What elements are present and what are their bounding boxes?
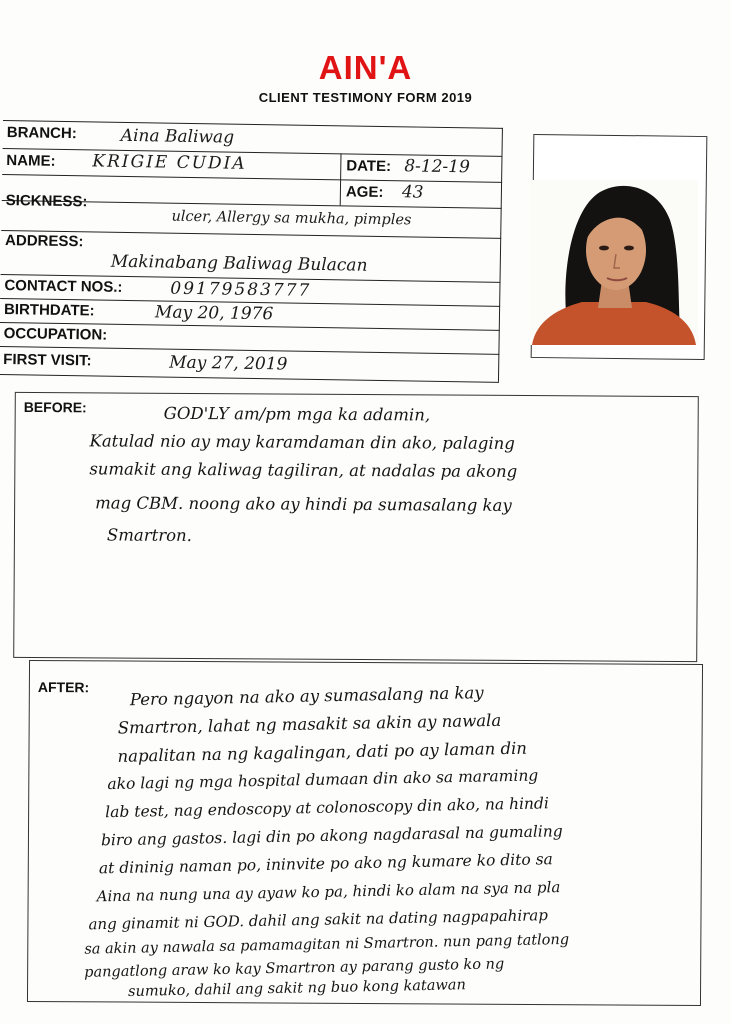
after-line: pangatlong araw ko kay Smartron ay parang gusto ko ng [84,956,505,981]
first-visit-value: May 27, 2019 [169,352,288,375]
after-line: Aina na nung una ay ayaw ko pa, hindi ko alam na sya na pla [96,878,561,906]
before-line: Katulad nio ay may karamdaman din ako, palaging [89,431,515,453]
after-line: Pero ngayon na ako ay sumasalang na kay [129,683,484,710]
occupation-label: OCCUPATION: [3,325,108,344]
name-value: KRIGIE CUDIA [92,151,247,174]
after-line: Smartron, lahat ng masakit sa akin ay nawala [117,710,502,738]
age-value: 43 [401,182,424,203]
first-visit-label: FIRST VISIT: [3,351,92,370]
after-panel [27,660,703,1006]
sickness-label: SICKNESS: [5,192,88,211]
client-info-box [0,120,511,390]
branch-label: BRANCH: [6,124,77,143]
after-line: at dininig naman po, ininvite po ako ng kumare ko dito sa [98,850,554,878]
before-panel [13,392,699,662]
date-label: DATE: [346,157,392,176]
before-line: mag CBM. noong ako ay hindi pa sumasalang kay [95,493,512,515]
birthdate-label: BIRTHDATE: [3,301,95,320]
brand-logo: AIN'A [318,49,413,86]
address-label: ADDRESS: [4,232,84,251]
after-line: biro ang gastos. lagi din po akong nagdarasal na gumaling [100,822,563,850]
after-line: ako lagi ng mga hospital dumaan din ako sa maraming [107,766,539,794]
address-value: Makinabang Baliwag Bulacan [110,251,368,276]
contact-value: 09179583777 [170,278,312,301]
before-line: sumakit ang kaliwag tagiliran, at nadalas pa akong [89,459,518,481]
after-line: lab test, nag endoscopy at colonoscopy din ako, na hindi [105,794,549,822]
form-title: CLIENT TESTIMONY FORM 2019 [258,90,473,105]
after-line: napalitan na ng kagalingan, dati po ay laman din [117,738,528,766]
before-line: GOD'LY am/pm mga ka adamin, [163,403,431,425]
contact-label: CONTACT NOS.: [4,277,123,296]
branch-value: Aina Baliwag [120,125,235,148]
sickness-value: ulcer, Allergy sa mukha, pimples [171,208,412,229]
before-line: Smartron. [106,525,193,545]
before-label: BEFORE: [23,398,87,416]
after-line: sa akin ay nawala sa pamamagitan ni Smartron. nun pang tatlong [84,931,570,958]
client-photo [530,180,698,345]
age-label: AGE: [345,183,384,201]
after-line: ang ginamit ni GOD. dahil ang sakit na dating nagpapahirap [88,906,549,934]
after-label: AFTER: [37,678,90,696]
name-label: NAME: [6,152,56,170]
after-line: sumuko, dahil ang sakit ng buo kong katawan [127,977,466,1000]
date-value: 8-12-19 [404,156,471,178]
birthdate-value: May 20, 1976 [154,302,274,325]
